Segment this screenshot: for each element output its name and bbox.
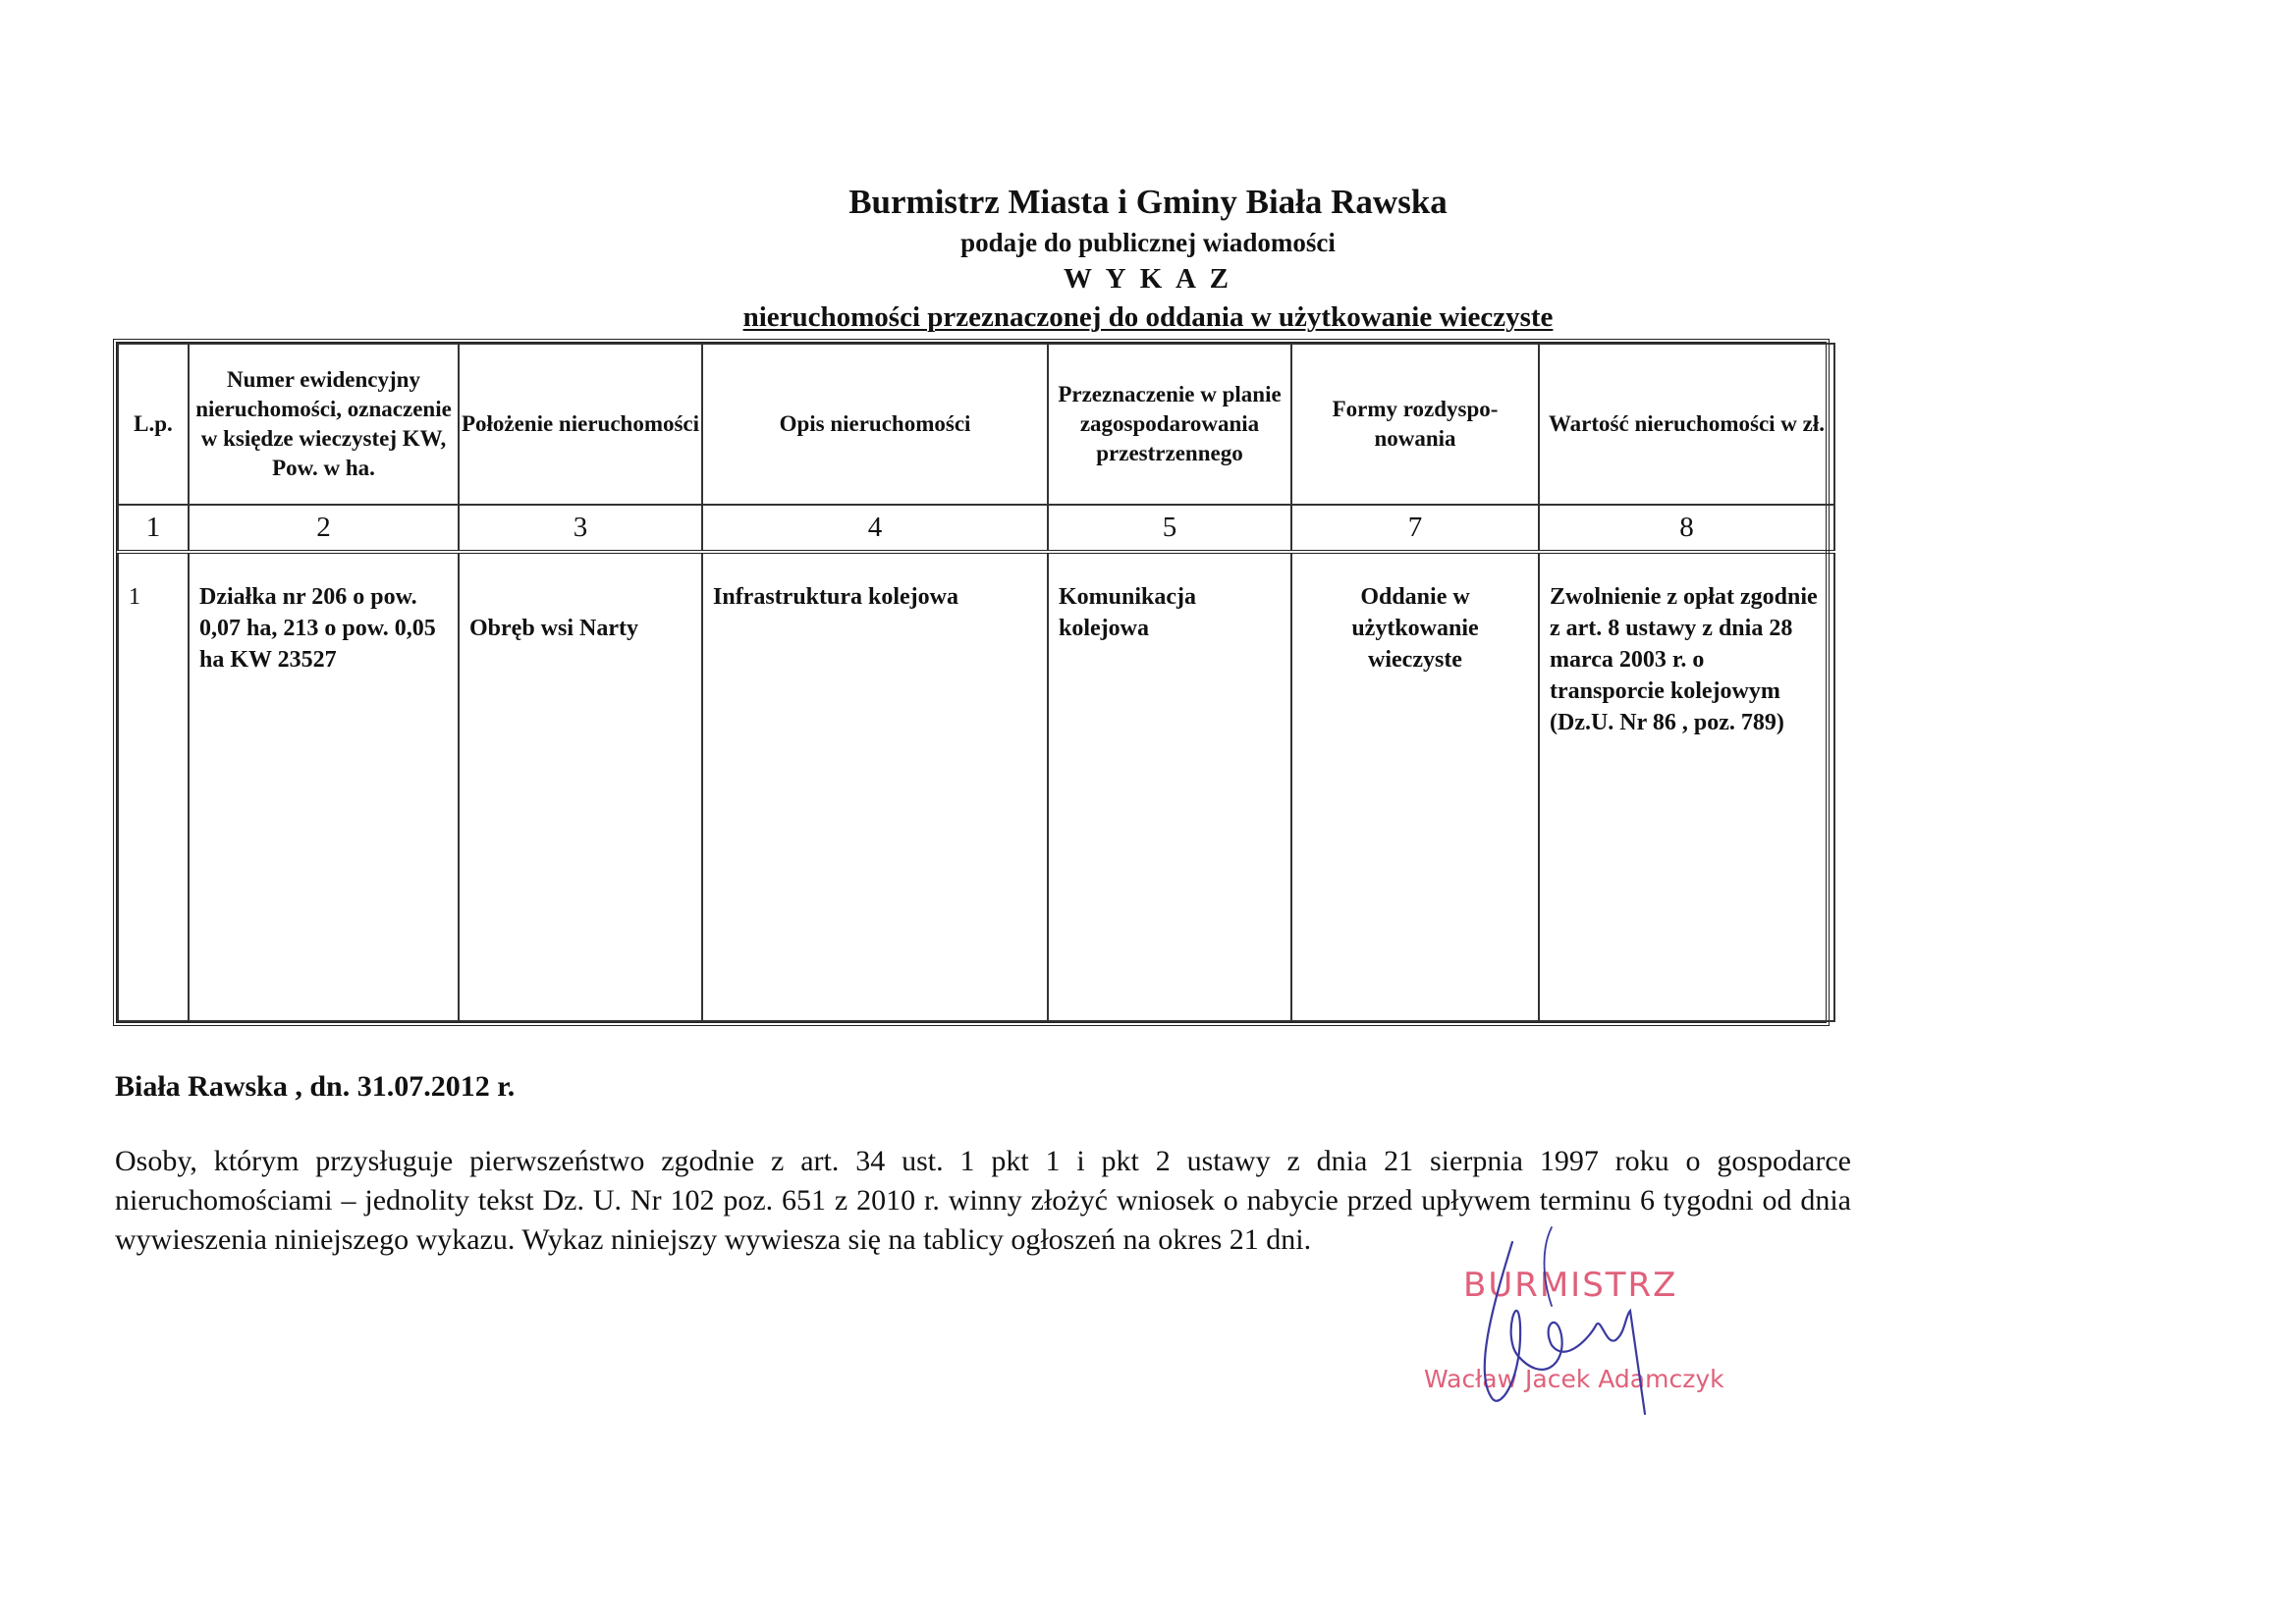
cell-wartosc: Zwolnienie z opłat zgodnie z art. 8 ustawy z dnia 28 marca 2003 r. o transporcie kolejowym (Dz.U. Nr 86 , poz. 789) [1539,552,1834,1021]
table-header-row [118,344,1834,505]
column-number: 8 [1539,505,1834,552]
column-number: 3 [459,505,702,552]
page-title: Burmistrz Miasta i Gminy Biała Rawska [848,183,1448,221]
mayor-stamp [1394,1217,1748,1443]
wykaz-description: nieruchomości przeznaczonej do oddania w użytkowanie wieczyste [742,301,1554,333]
cell-opis: Infrastruktura kolejowa [702,552,1048,1021]
header-lp: L.p. [118,344,189,505]
column-number: 2 [189,505,459,552]
cell-przeznaczenie: Komunikacja kolejowa [1048,552,1291,1021]
header-polozenie: Położenie nieruchomości [459,344,702,505]
header-numer: Numer ewidencyjny nieruchomości, oznaczenie w księdze wieczystej KW, Pow. w ha. [189,344,459,505]
header-przeznaczenie: Przeznaczenie w planie zagospodarowania przestrzennego [1048,344,1291,505]
stamp-graphic [1394,1217,1748,1443]
stamp-title: BURMISTRZ [1463,1266,1678,1305]
wykaz-table [117,343,1835,1022]
column-number: 1 [118,505,189,552]
page-subtitle: podaje do publicznej wiadomości [960,228,1336,257]
header-wartosc: Wartość nieruchomości w zł. [1539,344,1834,505]
header-opis: Opis nieruchomości [702,344,1048,505]
column-number-row [118,505,1834,552]
header-formy: Formy rozdyspo-nowania [1291,344,1539,505]
table-row [118,552,1834,1021]
cell-lp: 1 [118,552,189,1021]
notice-paragraph: Osoby, którym przysługuje pierwszeństwo zgodnie z art. 34 ust. 1 pkt 1 i pkt 2 ustawy z dnia 21 sierpnia 1997 roku o gospodarce nieruchomościami – jednolity tekst Dz. U. Nr 102 poz. 651 z 2010 r. winny złożyć wniosek o nabycie przed upływem terminu 6 tygodni od dnia wywieszenia niniejszego wykazu. Wykaz niniejszy wywiesza się na tablicy ogłoszeń na okres 21 dni. [115,1145,1851,1256]
stamp-name: Wacław Jacek Adamczyk [1424,1365,1724,1393]
cell-polozenie: Obręb wsi Narty [459,552,702,1021]
column-number: 7 [1291,505,1539,552]
column-number: 4 [702,505,1048,552]
date-line: Biała Rawska , dn. 31.07.2012 r. [115,1070,516,1103]
wykaz-heading: W Y K A Z [1064,263,1232,295]
cell-numer: Działka nr 206 o pow. 0,07 ha, 213 o pow. 0,05 ha KW 23527 [189,552,459,1021]
cell-formy: Oddanie w użytkowanie wieczyste [1291,552,1539,1021]
wykaz-table-frame [113,339,1830,1026]
column-number: 5 [1048,505,1291,552]
